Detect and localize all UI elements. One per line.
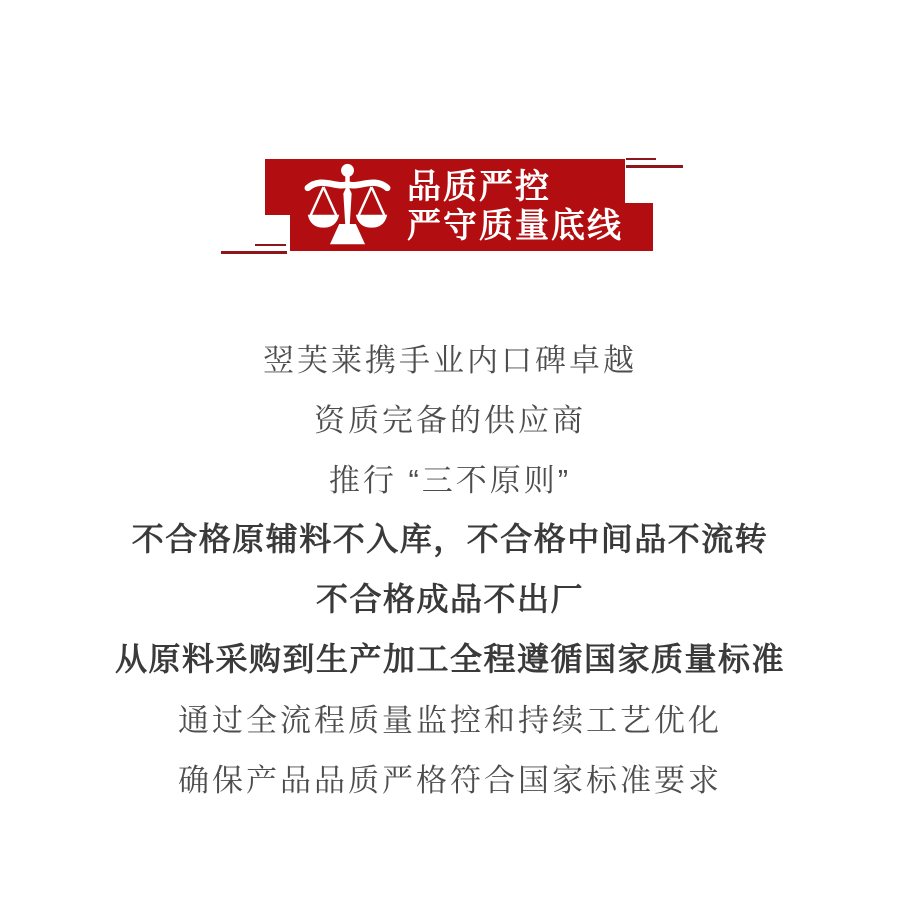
accent-line-bottom-left-long [221,251,287,254]
body-text-line: 资质完备的供应商 [314,402,586,438]
banner-title-line1: 品质严控 [407,168,551,206]
accent-line-top-right-long [626,165,683,168]
body-text-line: 翌芙莱携手业内口碑卓越 [263,342,637,378]
balance-scale-icon [299,163,396,248]
body-text-line: 不合格成品不出厂 [315,581,584,617]
body-text-line: 推行 “三不原则” [328,462,572,498]
banner-title [407,168,623,246]
body-text-line: 从原料采购到生产加工全程遵循国家质量标准 [114,641,785,677]
banner-title-line2: 严守质量底线 [407,207,623,245]
body-text-line: 不合格原辅料不入库，不合格中间品不流转 [131,521,769,557]
accent-line-bottom-left-short [255,244,286,246]
accent-line-top-right-short [626,158,656,160]
body-text-line: 通过全流程质量监控和持续工艺优化 [178,702,722,738]
body-text-line: 确保产品品质严格符合国家标准要求 [178,762,722,798]
body-copy [0,327,900,807]
